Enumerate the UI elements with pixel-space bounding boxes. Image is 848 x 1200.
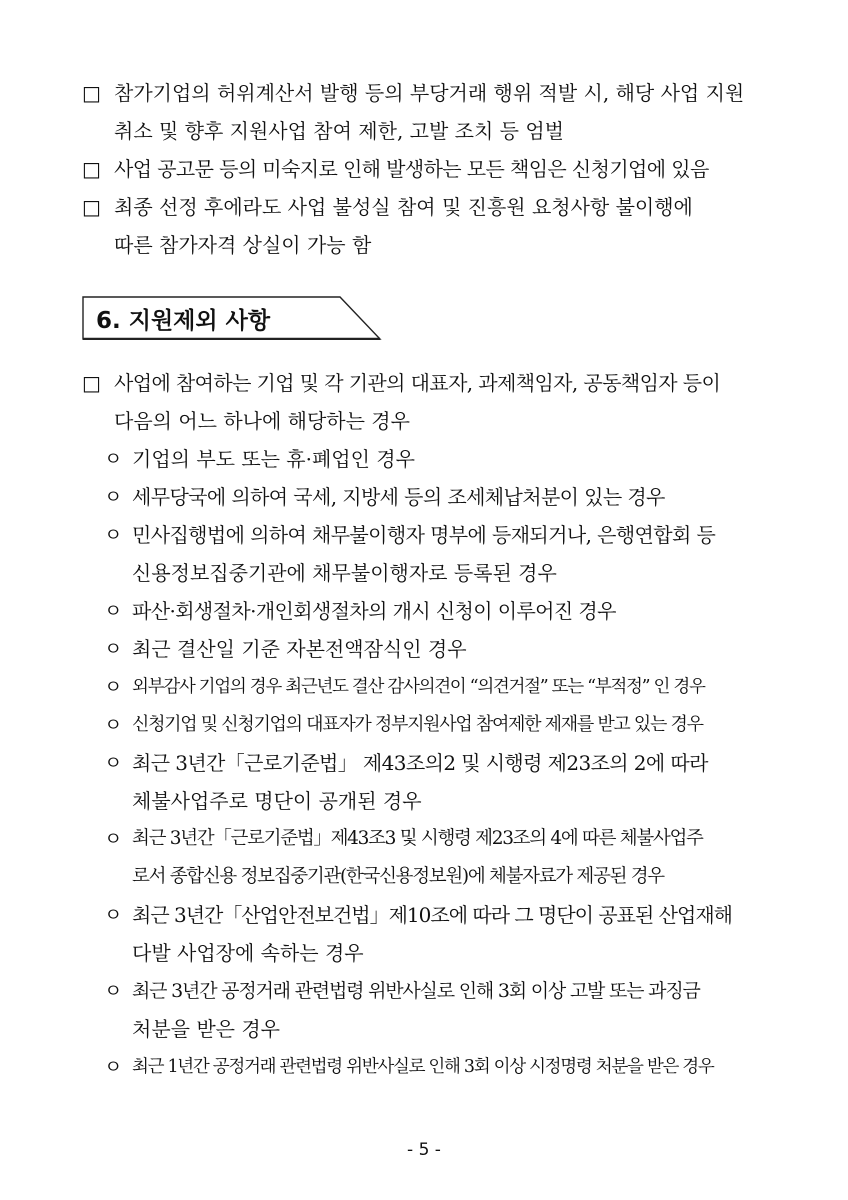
circle-bullet-icon: ㅇ [104,638,123,660]
circle-bullet-icon: ㅇ [104,752,123,774]
exclusion-line: 체불사업주로 명단이 공개된 경우 [132,789,422,813]
exclusion-item [104,516,774,592]
exclusion-line: 최근 3년간「산업안전보건법」제10조에 따라 그 명단이 공표된 산업재해 [132,903,732,927]
page-number: - 5 - [407,1140,441,1160]
notice-line: 따른 참가자격 상실이 가능 함 [114,233,372,257]
exclusion-item [104,744,774,820]
notice-item-disqualification [82,188,772,264]
checkbox-square-icon: □ [82,195,101,219]
checkbox-square-icon: □ [82,157,101,181]
exclusion-item [104,896,774,972]
circle-bullet-icon: ㅇ [104,980,123,1002]
exclusion-item [104,630,774,668]
circle-bullet-icon: ㅇ [104,600,123,622]
exclusion-line: 신청기업 및 신청기업의 대표자가 정부지원사업 참여제한 제재를 받고 있는 경우 [132,714,703,735]
exclusion-item [104,592,774,630]
exclusion-intro-item [82,364,772,440]
exclusion-line: 기업의 부도 또는 휴·폐업인 경우 [132,447,415,471]
notice-line: 취소 및 향후 지원사업 참여 제한, 고발 조치 등 엄벌 [114,119,564,143]
exclusion-item [104,668,774,706]
circle-bullet-icon: ㅇ [104,714,123,736]
circle-bullet-icon: ㅇ [104,486,123,508]
exclusion-item [104,478,774,516]
notice-line: 사업 공고문 등의 미숙지로 인해 발생하는 모든 책임은 신청기업에 있음 [114,157,709,181]
exclusion-line: 로서 종합신용 정보집중기관(한국신용정보원)에 체불자료가 제공된 경우 [132,866,664,887]
notice-line: 참가기업의 허위계산서 발행 등의 부당거래 행위 적발 시, 해당 사업 지원 [114,81,745,105]
intro-line: 다음의 어느 하나에 해당하는 경우 [114,409,410,433]
notice-line: 최종 선정 후에라도 사업 불성실 참여 및 진흥원 요청사항 불이행에 [114,195,693,219]
exclusion-item [104,1048,774,1086]
exclusion-line: 최근 3년간「근로기준법」제43조3 및 시행령 제23조의 4에 따른 체불사업주 [132,828,703,849]
exclusion-line: 다발 사업장에 속하는 경우 [132,941,364,965]
exclusion-line: 최근 결산일 기준 자본전액잠식인 경우 [132,637,467,661]
checkbox-square-icon: □ [82,371,101,395]
circle-bullet-icon: ㅇ [104,524,123,546]
exclusion-line: 세무당국에 의하여 국세, 지방세 등의 조세체납처분이 있는 경우 [132,485,665,509]
circle-bullet-icon: ㅇ [104,828,123,850]
circle-bullet-icon: ㅇ [104,904,123,926]
section-title: 6. 지원제외 사항 [96,308,271,334]
exclusion-line: 처분을 받은 경우 [132,1017,280,1041]
section-heading [82,296,382,340]
circle-bullet-icon: ㅇ [104,676,123,698]
exclusion-line: 최근 1년간 공정거래 관련법령 위반사실로 인해 3회 이상 시정명령 처분을 받은 경우 [132,1057,714,1077]
exclusion-item [104,972,774,1048]
intro-line: 사업에 참여하는 기업 및 각 기관의 대표자, 과제책임자, 공동책임자 등이 [114,371,721,395]
exclusion-line: 신용정보집중기관에 채무불이행자로 등록된 경우 [132,561,557,585]
exclusion-line: 최근 3년간 공정거래 관련법령 위반사실로 인해 3회 이상 고발 또는 과징금 [132,980,700,1002]
checkbox-square-icon: □ [82,81,101,105]
exclusion-item [104,706,774,744]
exclusion-line: 민사집행법에 의하여 채무불이행자 명부에 등재되거나, 은행연합회 등 [132,523,716,547]
exclusion-item [104,440,774,478]
circle-bullet-icon: ㅇ [104,448,123,470]
exclusion-line: 파산·회생절차·개인회생절차의 개시 신청이 이루어진 경우 [132,599,616,623]
exclusion-line: 외부감사 기업의 경우 최근년도 결산 감사의견이 “의견거절” 또는 “부적정” 인 경우 [132,677,705,697]
notice-item-fraud [82,74,772,150]
exclusion-line: 최근 3년간「근로기준법」 제43조의2 및 시행령 제23조의 2에 따라 [132,751,708,775]
circle-bullet-icon: ㅇ [104,1056,123,1078]
exclusion-item [104,820,774,896]
notice-item-responsibility [82,150,772,188]
